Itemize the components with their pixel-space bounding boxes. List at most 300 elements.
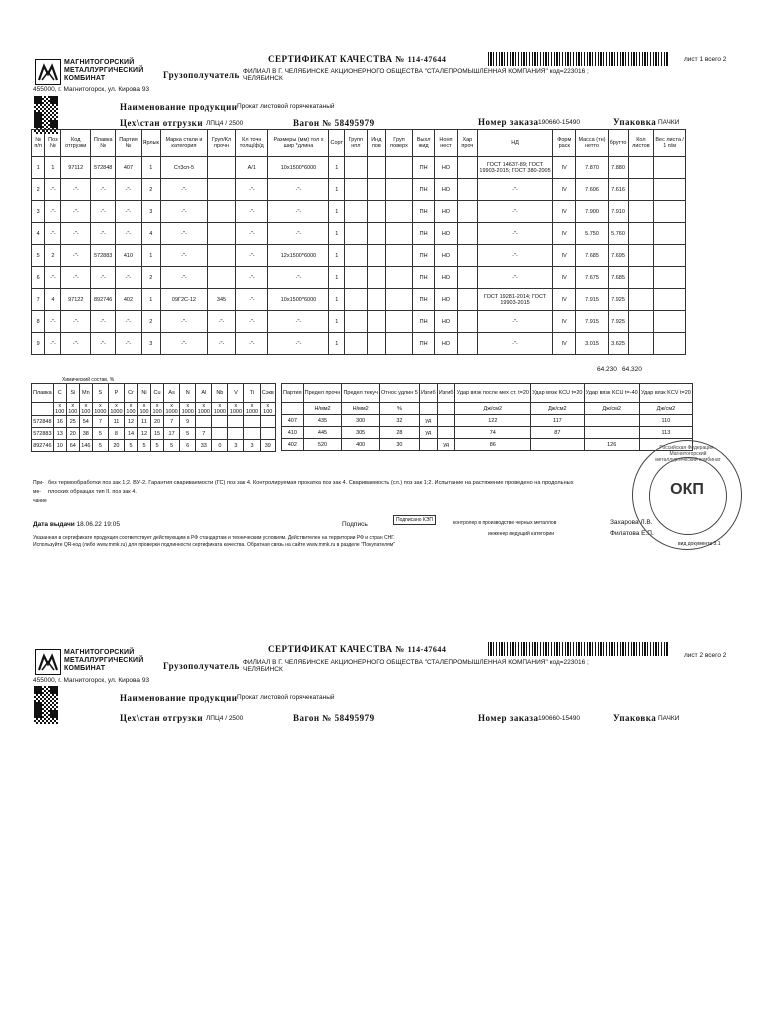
table-cell: ПН <box>413 157 435 179</box>
table-header-cell: Нонп нест <box>435 130 457 157</box>
table-row <box>32 267 686 289</box>
table-cell: 3 <box>141 201 160 223</box>
chem-cell: 7 <box>164 416 180 428</box>
table-cell <box>628 245 654 267</box>
table-header-cell: Вес листа / 1 п/м <box>654 130 686 157</box>
chem-cell <box>260 416 275 428</box>
table-cell: -"- <box>45 201 61 223</box>
table-cell <box>654 201 686 223</box>
table-cell: 6 <box>32 267 45 289</box>
table-cell: -"- <box>478 267 553 289</box>
table-cell: -"- <box>116 311 141 333</box>
table-cell: ПН <box>413 311 435 333</box>
table-cell: 407 <box>116 157 141 179</box>
table-cell: -"- <box>45 333 61 355</box>
mech-cell: уд <box>419 427 437 439</box>
total-gross: 64.320 <box>622 366 642 373</box>
table-cell <box>385 333 412 355</box>
table-cell: 7.685 <box>576 245 608 267</box>
table-cell: ПН <box>413 223 435 245</box>
table-cell: 2 <box>141 311 160 333</box>
chem-cell: 3 <box>228 440 244 452</box>
chem-cell: 892746 <box>32 440 54 452</box>
mech-cell: 400 <box>342 439 380 451</box>
chem-cell: 5 <box>180 428 196 440</box>
table-cell <box>344 289 367 311</box>
table-header-cell: Форм раск <box>553 130 576 157</box>
table-cell: 1 <box>329 223 345 245</box>
table-cell: 7.675 <box>576 267 608 289</box>
chem-unit-cell: x 100 <box>139 403 149 415</box>
table-header-cell: Размеры (мм) тол х шир *длина <box>268 130 329 157</box>
mech-cell: 30 <box>379 439 419 451</box>
table-row <box>282 427 693 439</box>
table-cell: 7.900 <box>576 201 608 223</box>
table-cell <box>207 157 235 179</box>
table-cell <box>344 223 367 245</box>
mech-cell: 86 <box>455 439 531 451</box>
table-cell: IV <box>553 245 576 267</box>
table-header-cell: Сорт <box>329 130 345 157</box>
table-cell <box>457 223 477 245</box>
consignee-value: ФИЛИАЛ В Г. ЧЕЛЯБИНСКЕ АКЦИОНЕРНОГО ОБЩЕСТВА "СТАЛЕПРОМЫШЛЕННАЯ КОМПАНИЯ" код=223016 ; ЧЕЛЯБИНСК <box>243 68 589 82</box>
chem-cell: 8 <box>108 428 124 440</box>
table-cell <box>207 267 235 289</box>
chem-header-cell: Ti <box>244 384 260 403</box>
table-cell <box>344 201 367 223</box>
chem-cell: 20 <box>66 428 79 440</box>
table-cell: ГОСТ 19281-2014; ГОСТ 19903-2015 <box>478 289 553 311</box>
document-type: вид документа 3.1 <box>678 541 721 547</box>
total-net: 64.230 <box>597 366 617 373</box>
table-cell: 5.750 <box>576 223 608 245</box>
table-cell <box>367 201 385 223</box>
table-cell: 4 <box>141 223 160 245</box>
table-cell: 1 <box>141 157 160 179</box>
table-cell: Ст3сп-5 <box>160 157 207 179</box>
table-header-cell: Плавка № <box>91 130 116 157</box>
table-cell <box>367 223 385 245</box>
table-cell <box>654 223 686 245</box>
table-cell: IV <box>553 267 576 289</box>
table-cell: 3 <box>32 201 45 223</box>
issue-date: Дата выдачи 18.06.22 19:05 <box>33 521 120 528</box>
table-cell <box>457 245 477 267</box>
mech-header-cell: Предел прочн <box>303 384 342 403</box>
chem-unit-cell: x 100 <box>260 403 275 416</box>
table-cell <box>385 201 412 223</box>
chem-cell <box>228 416 244 428</box>
table-cell: -"- <box>268 179 329 201</box>
table-header-cell: Партия № <box>116 130 141 157</box>
chem-cell: 13 <box>53 428 66 440</box>
mech-unit-cell: Н/мм2 <box>303 403 342 415</box>
table-cell: -"- <box>236 267 268 289</box>
chem-header-cell: Ni <box>138 384 151 403</box>
chem-header-cell: As <box>164 384 180 403</box>
table-cell: -"- <box>116 201 141 223</box>
table-cell: -"- <box>61 245 91 267</box>
table-header-cell: Групп нпл <box>344 130 367 157</box>
chem-cell: 6 <box>180 440 196 452</box>
mech-cell <box>584 427 639 439</box>
table-cell: IV <box>553 333 576 355</box>
mech-cell: 122 <box>455 415 531 427</box>
chem-cell: 11 <box>108 416 124 428</box>
chemical-composition-table <box>31 383 276 452</box>
table-cell: -"- <box>116 223 141 245</box>
chem-cell: 10 <box>53 440 66 452</box>
table-cell: -"- <box>91 201 116 223</box>
table-cell: -"- <box>268 223 329 245</box>
table-cell <box>457 267 477 289</box>
chem-cell: 20 <box>108 440 124 452</box>
table-cell: ПН <box>413 179 435 201</box>
wagon-label: Вагон № 58495979 <box>293 118 375 128</box>
chem-cell: 39 <box>260 440 275 452</box>
table-cell: ПН <box>413 267 435 289</box>
table-cell: 2 <box>141 179 160 201</box>
table-cell <box>385 223 412 245</box>
table-row <box>32 333 686 355</box>
table-cell: НО <box>435 179 457 201</box>
chem-header-cell: N <box>180 384 196 403</box>
table-cell: 12x1500*6000 <box>268 245 329 267</box>
chem-cell: 3 <box>244 440 260 452</box>
table-cell <box>628 223 654 245</box>
mech-cell: 74 <box>455 427 531 439</box>
table-row <box>32 223 686 245</box>
table-cell <box>344 157 367 179</box>
table-header-cell: № п/п <box>32 130 45 157</box>
table-cell <box>628 267 654 289</box>
mech-cell: 305 <box>342 427 380 439</box>
table-cell <box>207 201 235 223</box>
table-cell: 97122 <box>61 289 91 311</box>
table-cell: 2 <box>32 179 45 201</box>
table-cell: IV <box>553 157 576 179</box>
mech-cell: 445 <box>303 427 342 439</box>
table-cell <box>385 157 412 179</box>
mech-cell <box>419 439 437 451</box>
package-label: Упаковка <box>613 713 657 723</box>
mech-header-cell: Удар вязк KCU t=20 <box>531 384 584 403</box>
table-cell: -"- <box>45 179 61 201</box>
mech-header-cell: Удар вязк KCV t=20 <box>639 384 692 403</box>
mech-cell: уд <box>437 439 455 451</box>
chem-header-cell: Nb <box>212 384 228 403</box>
mech-unit-cell: Дж/см2 <box>639 403 692 415</box>
mechanical-properties-table <box>281 383 693 451</box>
mech-cell <box>531 439 584 451</box>
table-cell: -"- <box>160 311 207 333</box>
table-cell: -"- <box>45 311 61 333</box>
chem-header-cell: V <box>228 384 244 403</box>
notes-label: При- ме- чание <box>33 480 47 504</box>
mech-cell: 117 <box>531 415 584 427</box>
order-value: 190660-15490 <box>538 715 580 722</box>
company-address: 455000, г. Магнитогорск, ул. Кирова 93 <box>33 86 150 93</box>
table-cell: ПН <box>413 333 435 355</box>
table-cell <box>207 223 235 245</box>
sheet-counter: лист 1 всего 2 <box>684 56 727 63</box>
chem-cell: 572883 <box>32 428 54 440</box>
table-cell <box>628 289 654 311</box>
table-cell: 7.925 <box>608 289 628 311</box>
qr-code-icon <box>34 686 58 710</box>
chem-cell <box>244 428 260 440</box>
table-cell: -"- <box>91 311 116 333</box>
table-cell: -"- <box>61 311 91 333</box>
chem-header-cell: P <box>108 384 124 403</box>
chem-cell <box>212 416 228 428</box>
table-cell: -"- <box>61 179 91 201</box>
chem-unit-cell: x 1000 <box>229 403 243 415</box>
table-cell: НО <box>435 157 457 179</box>
mech-cell: 520 <box>303 439 342 451</box>
table-cell <box>385 289 412 311</box>
chem-unit-cell: x 1000 <box>197 403 210 415</box>
signature-box: Подписано КЭП <box>393 515 436 525</box>
table-cell <box>654 245 686 267</box>
table-cell: -"- <box>236 333 268 355</box>
signature-label: Подпись <box>342 521 368 528</box>
mech-unit-cell: Н/мм2 <box>342 403 380 415</box>
chem-cell: 38 <box>79 428 92 440</box>
table-cell: -"- <box>207 333 235 355</box>
table-cell: 7.915 <box>576 311 608 333</box>
table-cell: -"- <box>45 223 61 245</box>
chem-caption: Химический состав, % <box>62 377 115 383</box>
table-cell <box>457 179 477 201</box>
table-cell: 2 <box>141 267 160 289</box>
table-cell: 7.606 <box>576 179 608 201</box>
table-cell <box>367 179 385 201</box>
consignee-label: Грузополучатель <box>163 70 240 80</box>
mmk-logo-icon <box>35 649 61 675</box>
table-header-cell: Хар проч <box>457 130 477 157</box>
table-cell: 10x1500*6000 <box>268 289 329 311</box>
table-cell: НО <box>435 201 457 223</box>
table-cell <box>367 333 385 355</box>
table-cell: 7.880 <box>608 157 628 179</box>
table-cell: 1 <box>141 289 160 311</box>
table-cell <box>628 311 654 333</box>
product-table <box>31 129 686 355</box>
table-cell: -"- <box>236 223 268 245</box>
table-header-cell: Ярлык <box>141 130 160 157</box>
engineer-role: инженер ведущий категории <box>488 531 555 537</box>
chem-unit-cell: x 100 <box>55 403 65 415</box>
table-cell: 3.625 <box>608 333 628 355</box>
mech-cell <box>584 415 639 427</box>
table-cell: ПН <box>413 289 435 311</box>
table-row <box>32 179 686 201</box>
table-cell: А/1 <box>236 157 268 179</box>
chem-cell: 11 <box>138 416 151 428</box>
table-header-cell: Выхл жид <box>413 130 435 157</box>
chem-cell: 17 <box>164 428 180 440</box>
chem-cell <box>228 428 244 440</box>
table-row <box>32 440 276 452</box>
mech-unit-cell: Дж/см2 <box>584 403 639 415</box>
chem-header-cell: Сэкв <box>260 384 275 403</box>
table-cell: 402 <box>116 289 141 311</box>
chem-unit-cell: x 1000 <box>181 403 194 415</box>
table-cell <box>385 311 412 333</box>
chem-cell: 14 <box>124 428 137 440</box>
chem-cell: 25 <box>66 416 79 428</box>
table-row <box>32 245 686 267</box>
chem-cell <box>212 428 228 440</box>
table-cell: IV <box>553 311 576 333</box>
table-cell: -"- <box>61 223 91 245</box>
table-cell: НО <box>435 289 457 311</box>
mech-cell: 87 <box>531 427 584 439</box>
table-cell: 9 <box>32 333 45 355</box>
chem-unit-cell: x 1000 <box>94 403 107 415</box>
table-cell <box>367 311 385 333</box>
table-cell <box>628 157 654 179</box>
table-header-cell: Груп/Кл прочн <box>207 130 235 157</box>
table-cell: -"- <box>478 179 553 201</box>
table-cell: ПН <box>413 201 435 223</box>
table-header-cell: Код отгрузки <box>61 130 91 157</box>
table-cell <box>344 179 367 201</box>
table-cell: -"- <box>478 223 553 245</box>
order-label: Номер заказа <box>478 117 539 127</box>
table-cell <box>628 201 654 223</box>
table-cell: 410 <box>116 245 141 267</box>
order-label: Номер заказа <box>478 713 539 723</box>
table-cell: -"- <box>160 179 207 201</box>
shop-value: ЛПЦ4 / 2500 <box>206 120 244 127</box>
table-cell: 1 <box>329 311 345 333</box>
mech-cell <box>437 415 455 427</box>
table-cell: -"- <box>160 201 207 223</box>
chem-cell: 146 <box>79 440 92 452</box>
table-cell: 1 <box>329 157 345 179</box>
table-cell: 7.616 <box>608 179 628 201</box>
table-cell: -"- <box>116 179 141 201</box>
chem-header-cell: Si <box>66 384 79 403</box>
table-cell <box>344 245 367 267</box>
table-cell: -"- <box>478 311 553 333</box>
table-cell: -"- <box>61 201 91 223</box>
chem-unit-cell: x 1000 <box>165 403 178 415</box>
table-cell: -"- <box>160 333 207 355</box>
table-header-cell: Поз № <box>45 130 61 157</box>
chem-cell: 15 <box>151 428 164 440</box>
table-cell: 7.685 <box>608 267 628 289</box>
table-cell: -"- <box>236 289 268 311</box>
mech-cell: 402 <box>282 439 304 451</box>
chem-cell: 9 <box>180 416 196 428</box>
mech-cell: 300 <box>342 415 380 427</box>
mech-header-cell: Партия <box>282 384 304 403</box>
chem-cell: 5 <box>124 440 137 452</box>
table-row <box>282 439 693 451</box>
table-cell <box>207 179 235 201</box>
table-cell <box>367 267 385 289</box>
table-cell: -"- <box>268 201 329 223</box>
table-cell: 7.910 <box>608 201 628 223</box>
table-cell: IV <box>553 289 576 311</box>
qr-code-icon <box>34 710 58 724</box>
table-header-cell: брутто <box>608 130 628 157</box>
table-cell: НО <box>435 245 457 267</box>
table-cell: -"- <box>236 311 268 333</box>
table-cell <box>457 311 477 333</box>
chem-unit-cell: x 100 <box>81 403 91 415</box>
table-cell <box>457 201 477 223</box>
table-cell <box>207 245 235 267</box>
table-row <box>32 428 276 440</box>
barcode-icon <box>488 52 668 66</box>
table-cell: -"- <box>478 201 553 223</box>
mmk-logo-icon <box>35 59 61 85</box>
table-cell: 2 <box>45 245 61 267</box>
mech-cell <box>437 427 455 439</box>
mech-cell: 113 <box>639 427 692 439</box>
chem-cell: 5 <box>92 428 108 440</box>
table-cell: 572883 <box>91 245 116 267</box>
package-value: ПАЧКИ <box>658 715 680 722</box>
chem-unit-cell: x 100 <box>68 403 78 415</box>
package-value: ПАЧКИ <box>658 119 680 126</box>
table-cell: -"- <box>45 267 61 289</box>
table-cell: 7.695 <box>608 245 628 267</box>
table-cell: -"- <box>61 333 91 355</box>
table-cell: -"- <box>91 267 116 289</box>
table-cell: 4 <box>32 223 45 245</box>
chem-header-cell: Mn <box>79 384 92 403</box>
table-cell: IV <box>553 201 576 223</box>
table-cell: 4 <box>45 289 61 311</box>
table-cell: IV <box>553 223 576 245</box>
table-cell: -"- <box>91 179 116 201</box>
mech-header-cell: Предел текуч <box>342 384 380 403</box>
mech-unit-cell: % <box>379 403 419 415</box>
table-cell <box>344 333 367 355</box>
table-cell <box>367 157 385 179</box>
shop-label: Цех\стан отгрузки <box>120 118 204 128</box>
table-cell: 572848 <box>91 157 116 179</box>
table-cell <box>385 245 412 267</box>
mech-header-cell: Относ удлин 5 <box>379 384 419 403</box>
table-cell: 09Г2С-12 <box>160 289 207 311</box>
table-cell <box>628 333 654 355</box>
table-row <box>32 416 276 428</box>
table-cell: -"- <box>236 245 268 267</box>
table-cell: 1 <box>45 157 61 179</box>
chem-cell <box>260 428 275 440</box>
table-cell: -"- <box>236 179 268 201</box>
table-header-cell: Марка стали и категория <box>160 130 207 157</box>
mech-cell: уд <box>419 415 437 427</box>
table-cell <box>654 267 686 289</box>
table-cell: 1 <box>329 201 345 223</box>
package-label: Упаковка <box>613 117 657 127</box>
quality-control-stamp: Российская Федерация · Магнитогорский металлургический комбинат ОКП <box>632 440 742 550</box>
chem-unit-cell: x 100 <box>152 403 162 415</box>
table-cell: 5.760 <box>608 223 628 245</box>
chem-cell: 5 <box>92 440 108 452</box>
table-header-cell: Кол листов <box>628 130 654 157</box>
table-header-cell: НД <box>478 130 553 157</box>
table-cell <box>654 311 686 333</box>
table-cell: 5 <box>32 245 45 267</box>
